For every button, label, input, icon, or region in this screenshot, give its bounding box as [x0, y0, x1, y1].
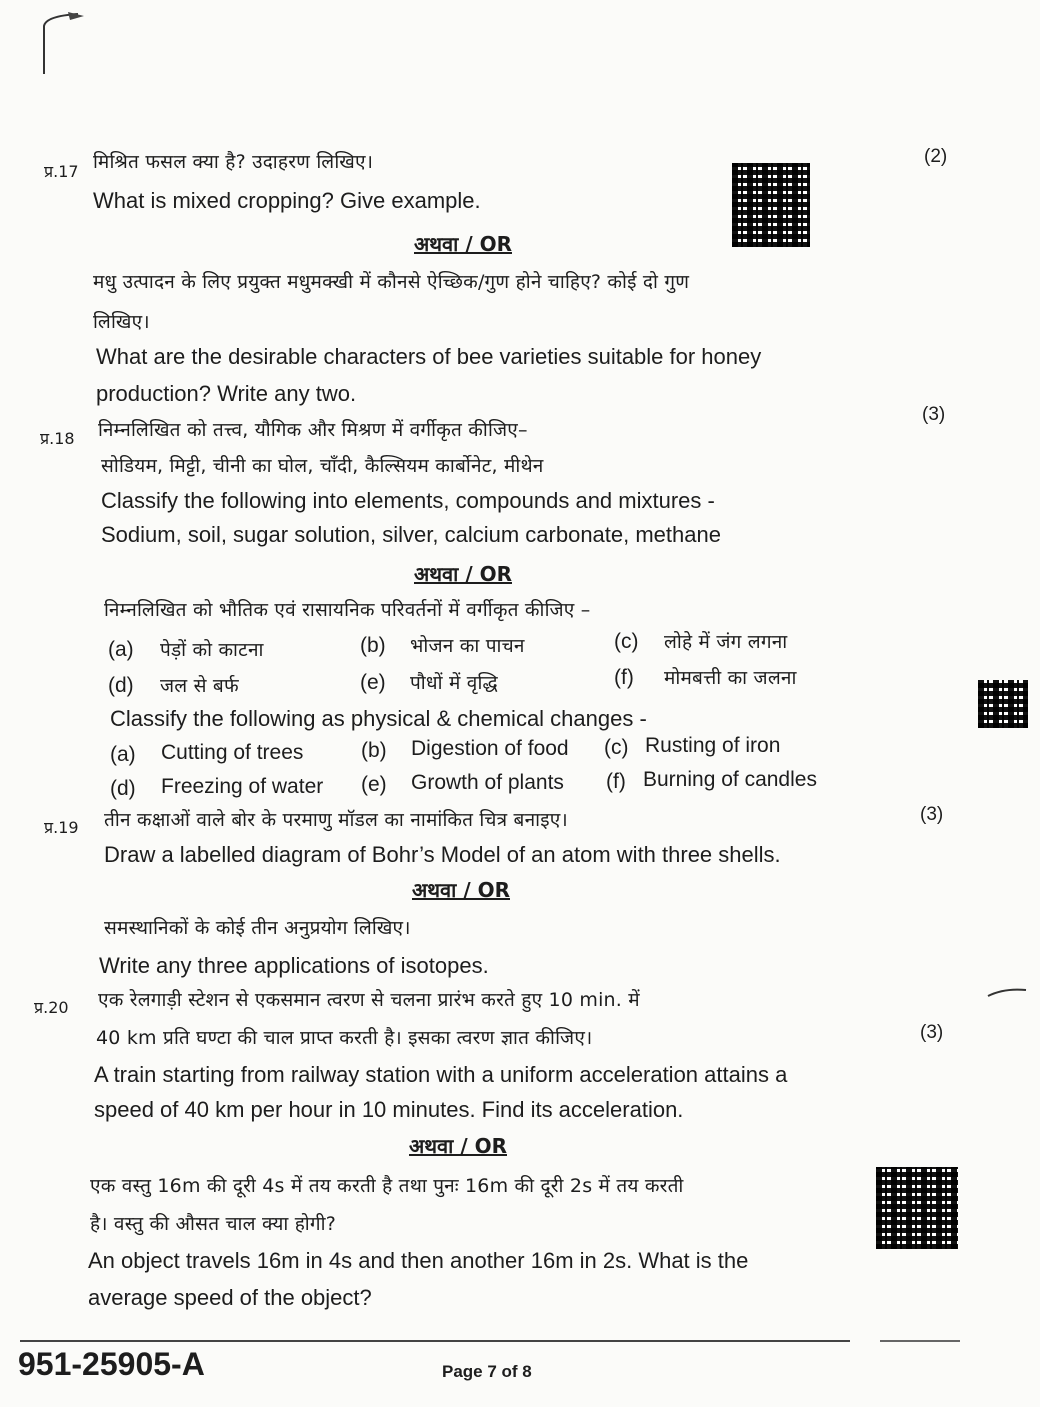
pen-mark: [986, 982, 1030, 1002]
q18-english-line2: Sodium, soil, sugar solution, silver, calcium carbonate, methane: [101, 522, 721, 547]
q18-hindi-line1: निम्नलिखित को तत्त्व, यौगिक और मिश्रण में वर्गीकृत कीजिए–: [98, 419, 528, 441]
q18-option-letter: (f): [614, 666, 634, 689]
question-number-19: प्र.19: [44, 818, 79, 837]
q18-option-letter: (c): [614, 630, 639, 653]
q17-alt-hindi-line2: लिखिए।: [93, 311, 150, 333]
q17-or-label: अथवा / OR: [414, 232, 512, 256]
q18-option-english: Digestion of food: [411, 737, 569, 760]
q18-option-hindi: भोजन का पाचन: [410, 635, 525, 657]
q18-option-english: Freezing of water: [161, 775, 324, 798]
q20-hindi-line2: 40 km प्रति घण्टा की चाल प्राप्त करती है। इसका त्वरण ज्ञात कीजिए।: [96, 1027, 593, 1049]
q20-alt-english-line2: average speed of the object?: [88, 1285, 372, 1310]
footer-page-number: Page 7 of 8: [442, 1362, 532, 1381]
qr-code-side: [978, 680, 1028, 728]
q18-option-english: Rusting of iron: [645, 734, 781, 757]
q19-hindi: तीन कक्षाओं वाले बोर के परमाणु मॉडल का नामांकित चित्र बनाइए।: [104, 809, 568, 831]
question-number-17: प्र.17: [44, 162, 79, 181]
q18-option-hindi: लोहे में जंग लगना: [664, 631, 788, 653]
q18-option-english: Growth of plants: [411, 771, 564, 794]
q20-english-line2: speed of 40 km per hour in 10 minutes. Find its acceleration.: [94, 1097, 684, 1122]
q18-option-english: Burning of candles: [643, 768, 817, 791]
qr-code-top: [732, 163, 810, 247]
q18-marks: (3): [922, 404, 946, 425]
q18-option-letter: (e): [360, 671, 386, 694]
q19-alt-english: Write any three applications of isotopes.: [99, 953, 489, 978]
question-number-20: प्र.20: [34, 998, 69, 1017]
qr-code-bottom: [876, 1167, 958, 1249]
q18-alt-hindi: निम्नलिखित को भौतिक एवं रासायनिक परिवर्तनों में वर्गीकृत कीजिए –: [104, 599, 591, 621]
q18-option-letter: (a): [108, 638, 134, 661]
q18-option-letter: (c): [604, 736, 629, 759]
q17-hindi: मिश्रित फसल क्या है? उदाहरण लिखिए।: [93, 151, 374, 173]
footer-paper-code: 951-25905-A: [18, 1346, 205, 1382]
q17-english: What is mixed cropping? Give example.: [93, 188, 481, 213]
q18-option-letter: (b): [360, 634, 386, 657]
q19-english: Draw a labelled diagram of Bohr’s Model of an atom with three shells.: [104, 842, 781, 867]
q18-option-letter: (e): [361, 773, 387, 796]
q17-alt-english-line1: What are the desirable characters of bee varieties suitable for honey: [96, 344, 762, 369]
q18-option-hindi: जल से बर्फ: [160, 675, 239, 697]
footer-rule: [20, 1340, 850, 1342]
q20-hindi-line1: एक रेलगाड़ी स्टेशन से एकसमान त्वरण से चलना प्रारंभ करते हुए 10 min. में: [98, 989, 640, 1011]
q18-option-hindi: मोमबत्ती का जलना: [664, 667, 797, 689]
q18-option-letter: (b): [361, 739, 387, 762]
q18-option-hindi: पौधों में वृद्धि: [410, 672, 498, 694]
q18-english-line1: Classify the following into elements, compounds and mixtures -: [101, 488, 715, 513]
q17-alt-hindi-line1: मधु उत्पादन के लिए प्रयुक्त मधुमक्खी में कौनसे ऐच्छिक/गुण होने चाहिए? कोई दो गुण: [93, 271, 690, 293]
q17-marks: (2): [924, 146, 948, 167]
question-number-18: प्र.18: [40, 429, 75, 448]
q18-option-letter: (d): [108, 674, 134, 697]
q20-marks: (3): [920, 1022, 944, 1043]
q18-option-letter: (a): [110, 743, 136, 766]
q20-english-line1: A train starting from railway station with a uniform acceleration attains a: [94, 1062, 788, 1087]
q18-option-letter: (f): [606, 770, 626, 793]
q18-option-hindi: पेड़ों को काटना: [160, 639, 264, 661]
q18-option-english: Cutting of trees: [161, 741, 304, 764]
q18-alt-english: Classify the following as physical & chemical changes -: [110, 706, 647, 731]
q18-or-label: अथवा / OR: [414, 562, 512, 586]
q20-or-label: अथवा / OR: [409, 1134, 507, 1158]
q18-option-letter: (d): [110, 777, 136, 800]
q20-alt-hindi-line2: है। वस्तु की औसत चाल क्या होगी?: [90, 1213, 337, 1235]
corner-mark: [38, 6, 88, 76]
q20-alt-english-line1: An object travels 16m in 4s and then another 16m in 2s. What is the: [88, 1248, 749, 1273]
q17-alt-english-line2: production? Write any two.: [96, 381, 357, 406]
footer-rule-right: [880, 1340, 960, 1342]
q19-alt-hindi: समस्थानिकों के कोई तीन अनुप्रयोग लिखिए।: [104, 917, 411, 939]
q19-marks: (3): [920, 804, 944, 825]
q19-or-label: अथवा / OR: [412, 878, 510, 902]
q18-hindi-line2: सोडियम, मिट्टी, चीनी का घोल, चाँदी, कैल्सियम कार्बोनेट, मीथेन: [101, 455, 544, 477]
q20-alt-hindi-line1: एक वस्तु 16m की दूरी 4s में तय करती है तथा पुनः 16m की दूरी 2s में तय करती: [90, 1175, 684, 1197]
